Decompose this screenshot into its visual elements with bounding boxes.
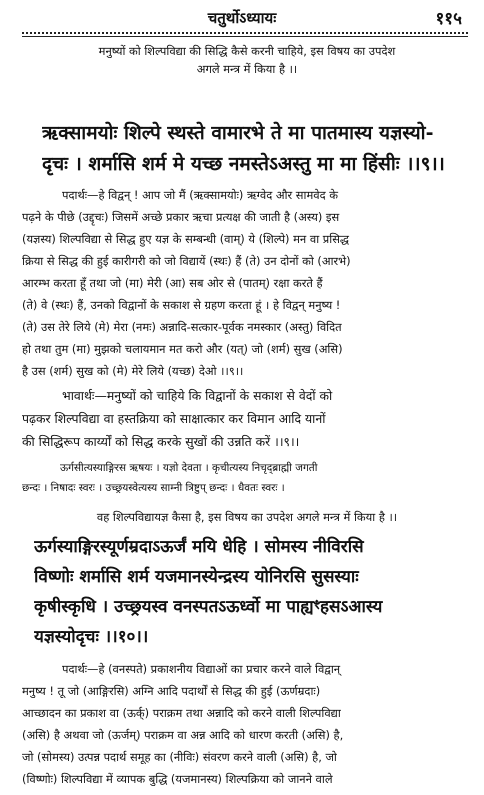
mantra-10 (34, 532, 466, 652)
padartha-9 (22, 184, 466, 382)
padartha-line: आच्छादन का प्रकाश वा (ऊर्क्) पराक्रम तथा अन्नादि को करने वाली शिल्पविद्या (22, 706, 341, 720)
padartha-10 (22, 658, 466, 790)
mantra-line: दृचः । शर्मासि शर्म मे यच्छ नमस्तेऽअस्तु मा मा हिंसीः ।।९।। (42, 153, 445, 175)
padartha-line: हो तथा तुम (मा) मुझको चलायमान मत करो और (यत्) जो (शर्म) सुख (असि) (22, 342, 343, 356)
padartha-line: जो (सोमस्य) उत्पन्न पदार्थ समूह का (नीविः) संवरण करने वाली (असि) है, जो (22, 750, 337, 764)
meta-line: ऊर्गसीत्यस्याङ्गिरस ऋषयः । यज्ञो देवता । कृचीत्यस्य निचृद्ब्राह्मी जगती (60, 462, 318, 474)
padartha-line: (यज्ञस्य) शिल्पविद्या से सिद्ध हुए यज्ञ के सम्बन्धी (वाम्) ये (शिल्पे) मन वा प्रसिद्ध (22, 232, 350, 246)
padartha-line: (ते) वे (स्थः) हैं, उनको विद्वानों के सकाश से ग्रहण करता हूं । हे विद्वन् मनुष्य ! (22, 298, 341, 312)
padartha-line: पढ़ने के पीछे (उद्दृचः) जिसमें अच्छे प्रकार ऋचा प्रत्यक्ष की जाती है (अस्य) इस (22, 210, 340, 224)
bhavartha-9 (22, 384, 466, 453)
intro-line: अगले मन्त्र में किया है ।। (196, 62, 298, 76)
padartha-line: मनुष्य ! तू जो (आङ्गिरसि) अग्नि आदि पदार्थों से सिद्ध की हुई (ऊर्णम्रदाः) (22, 684, 321, 698)
bhavartha-line: पढ़कर शिल्पविद्या वा हस्तक्रिया को साक्षात्कार कर विमान आदि यानों (22, 411, 326, 426)
header-dotted-rule (22, 32, 468, 34)
mantra-line: ऋक्सामयोः शिल्पे स्थस्ते वामारभे ते मा पातमास्य यज्ञस्यो- (42, 122, 434, 144)
intro-line: मनुष्यों को शिल्पविद्या की सिद्धि कैसे करनी चाहिये, इस विषय का उपदेश (98, 44, 396, 58)
padartha-line: आरम्भ करता हूँ तथा जो (मा) मेरी (आ) सब ओर से (पातम्) रक्षा करते हैं (22, 276, 323, 290)
padartha-line: क्रिया से सिद्ध की हुई कारीगरी को जो विद्यायें (स्थः) हैं (ते) उन दोनों को (आरभे) (22, 254, 351, 268)
bhavartha-line: की सिद्धिरूप कार्य्यों को सिद्ध करके सुखों की उन्नति करें ।।९।। (22, 434, 300, 449)
padartha-line: पदार्थः—हे विद्वन् ! आप जो मैं (ऋक्सामयोः) ऋग्वेद और सामवेद के (62, 188, 339, 202)
padartha-line: (विष्णोः) शिल्पविद्या में व्यापक बुद्धि (यजमानस्य) शिल्पक्रिया को जानने वाले (22, 772, 333, 786)
intro-line: वह शिल्पविद्यायज्ञ कैसा है, इस विषय का उपदेश अगले मन्त्र में किया है ।। (96, 510, 398, 524)
mantra-meta (22, 458, 466, 498)
intro-1 (28, 42, 466, 78)
mantra-line: ऊर्गस्याङ्गिरस्यूर्णम्रदाऽऊर्जं मयि धेहि । सोमस्य नीविरसि (34, 537, 364, 557)
mantra-line: कृषीस्कृधि । उच्छ्रयस्व वनस्पतऽऊर्ध्वो मा पाह्यꣳहसऽआस्य (34, 597, 383, 617)
mantra-line: विष्णोः शर्मासि शर्म यजमानस्येन्द्रस्य योनिरसि सुसस्याः (34, 567, 359, 587)
mantra-9 (42, 118, 466, 180)
bhavartha-line: भावार्थः—मनुष्यों को चाहिये कि विद्वानों के सकाश से वेदों को (62, 388, 333, 403)
padartha-line: है उस (शर्म) सुख को (मे) मेरे लिये (यच्छ) देओ ।।९।। (22, 364, 244, 378)
padartha-line: (असि) है अथवा जो (ऊर्जम्) पराक्रम वा अन्न आदि को धारण करती (असि) है, (22, 728, 344, 742)
page-number: ११५ (435, 9, 462, 29)
mantra-line: यज्ञस्योदृचः ।।१०।। (34, 627, 149, 647)
padartha-line: (ते) उस तेरे लिये (मे) मेरा (नमः) अन्नादि-सत्कार-पूर्वक नमस्कार (अस्तु) विदित (22, 320, 342, 334)
header-rule (22, 36, 468, 37)
page-header (0, 4, 484, 30)
padartha-line: पदार्थः—हे (वनस्पते) प्रकाशनीय विद्याओं का प्रचार करने वाले विद्वान् (62, 662, 341, 676)
chapter-title: चतुर्थोऽध्यायः (207, 9, 277, 27)
meta-line: छन्दः । निषादः स्वरः । उच्छ्रयस्वेत्यस्य साम्नी त्रिष्टुप् छन्दः । धैवतः स्वरः । (22, 482, 285, 494)
intro-2 (28, 506, 466, 528)
